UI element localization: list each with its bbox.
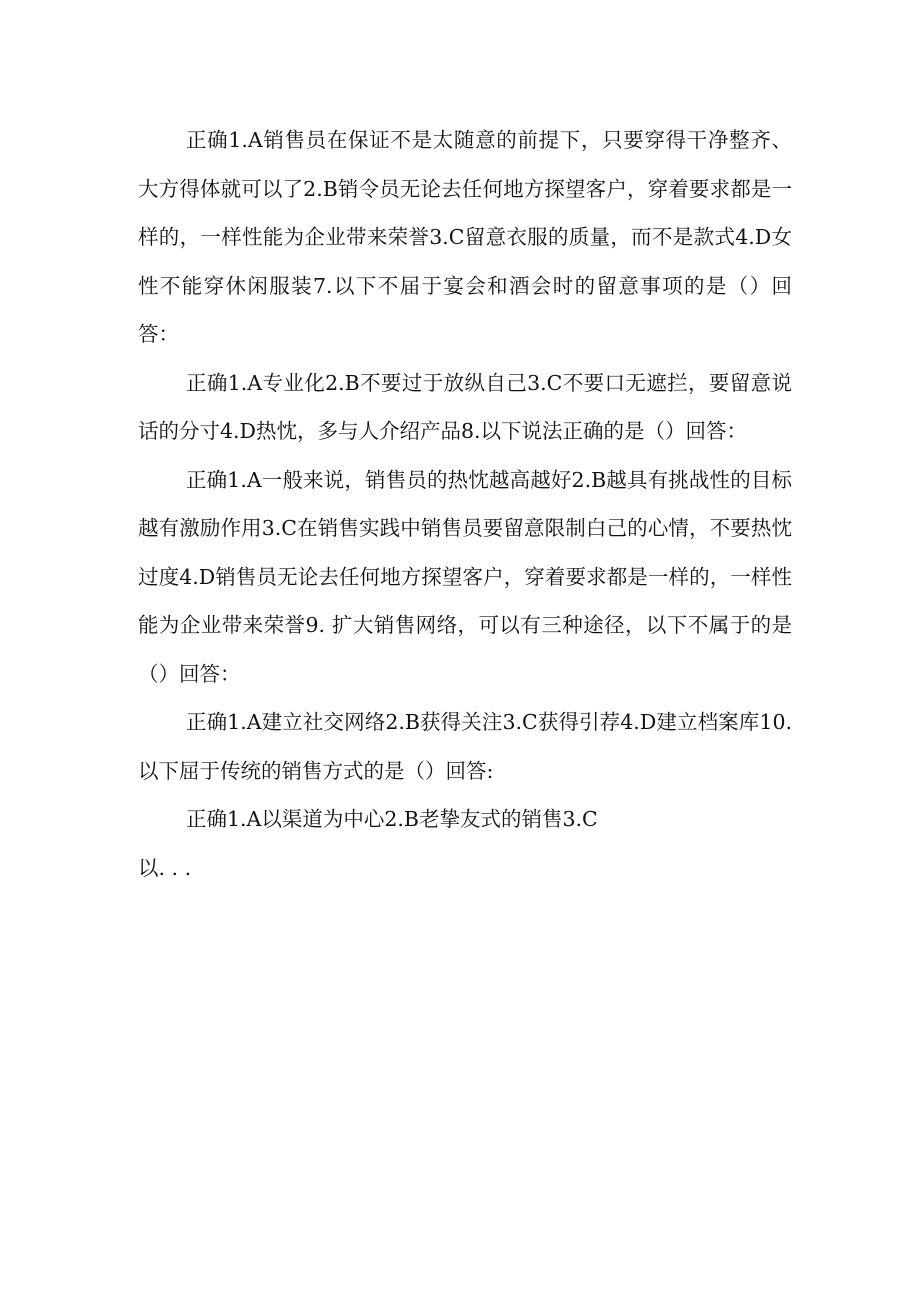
paragraph-1: 正确1.A销售员在保证不是太随意的前提下，只要穿得干净整齐、大方得体就可以了2.B销令员无论去任何地方探望客户，穿着要求都是一样的，一样性能为企业带来荣誉3.C留意衣服的质量，而不是款式4.D女性不能穿休闲服装7.以下不届于宴会和酒会时的留意事项的是（）回答： [138,128,792,346]
paragraph-2: 正确1.A专业化2.B不要过于放纵自己3.C不要口无遮拦，要留意说话的分寸4.D热忱，多与人介绍产品8.以下说法正确的是（）回答： [138,370,792,443]
paragraph-4: 正确1.A建立社交网络2.B获得关注3.C获得引荐4.D建立档案库10.以下屈于传统的销售方式的是（）回答: [138,710,792,783]
paragraph-5: 正确1.A以渠道为中心2.B老挚友式的销售3.C [186,807,598,831]
document-body [138,116,792,892]
truncated-tail: 以. . . [138,855,192,880]
paragraph-3: 正确1.A一般来说，销售员的热忱越高越好2.B越具有挑战性的目标越有激励作用3.C在销售实践中销售员要留意限制白己的心情，不要热忱过度4.D销售员无论去任何地方探望客户，穿着要求都是一样的，一样性能为企业带来荣誉9. 扩大销售网络，可以有三种途径，以下不属于的是（）回答： [138,467,792,686]
